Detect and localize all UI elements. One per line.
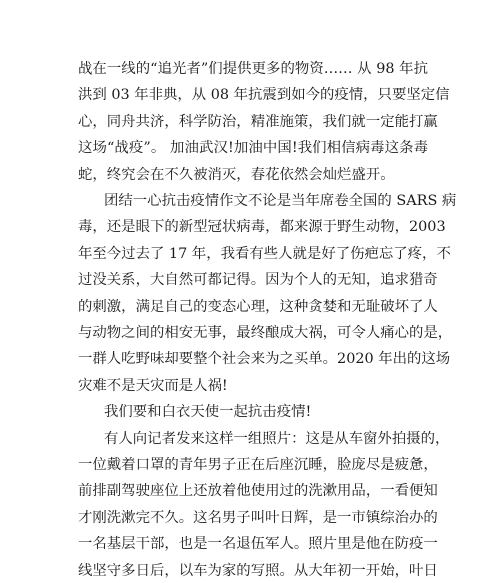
paragraph-first-line: 团结一心抗击疫情作文不论是当年席卷全国的 SARS 病: [104, 193, 457, 209]
paragraph-first-line: 有人向记者发来这样一组照片：这是从车窗外拍摄的，: [104, 431, 450, 447]
text-line: 战在一线的“追光者”们提供更多的物资…… 从 98 年抗: [78, 61, 428, 77]
text-line: 毒，还是眼下的新型冠状病毒，都来源于野生动物，2003: [78, 219, 446, 235]
text-line: 蛇，终究会在不久被消灭，春花依然会灿烂盛开。: [78, 167, 395, 183]
paragraph-heading: 我们要和白衣天使一起抗击疫情!: [104, 404, 312, 420]
text-line: 线坚守多日后，以车为家的写照。从大年初一开始，叶日: [78, 563, 438, 579]
text-line: 一位戴着口罩的青年男子正在后座沉睡，脸庞尽是疲惫，: [78, 457, 438, 473]
text-line: 才刚洗漱完不久。这名男子叫叶日辉，是一市镇综治办的: [78, 510, 438, 526]
text-line: 一名基层干部，也是一名退伍军人。照片里是他在防疫一: [78, 536, 438, 552]
text-line: 前排副驾驶座位上还放着他使用过的洗漱用品，一看便知: [78, 483, 438, 499]
text-line: 过没关系，大自然可都记得。因为个人的无知，追求猎奇: [78, 272, 438, 288]
text-line: 一群人吃野味却要整个社会来为之买单。2020 年出的这场: [78, 351, 451, 367]
text-line: 心，同舟共济，科学防治，精准施策，我们就一定能打赢: [78, 114, 438, 130]
text-line: 洪到 03 年非典，从 08 年抗震到如今的疫情，只要坚定信: [78, 87, 450, 103]
text-line: 这场“战疫”。 加油武汉!加油中国!我们相信病毒这条毒: [78, 140, 428, 156]
text-line: 年至今过去了 17 年，我看有些人就是好了伤疤忘了疼，不: [78, 246, 451, 262]
text-line: 与动物之间的相安无事，最终酿成大祸，可令人痛心的是，: [78, 325, 453, 341]
text-line: 灾难不是天灾而是人祸!: [78, 378, 228, 394]
text-line: 的刺激，满足自己的变态心理，这种贪婪和无耻破坏了人: [78, 299, 438, 315]
